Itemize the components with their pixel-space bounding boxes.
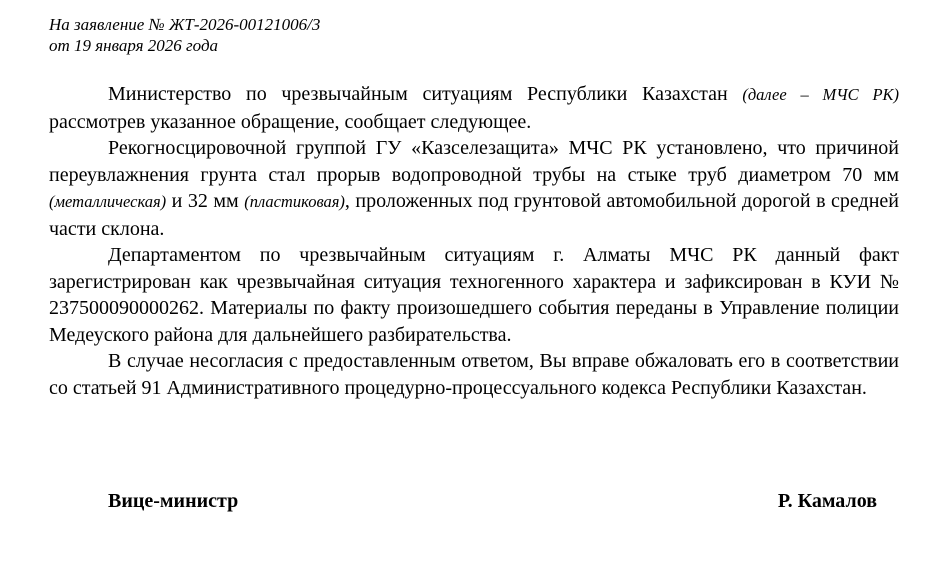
paragraph-1-text-a: Министерство по чрезвычайным ситуациям Республики Казахстан xyxy=(108,83,743,105)
paragraph-2-text-b: и 32 мм xyxy=(166,190,245,212)
paragraph-4: В случае несогласия с предоставленным ответом, Вы вправе обжаловать его в соответствии со статьей 91 Административного процедурно-процессуального кодекса Республики Казахстан. xyxy=(49,350,899,399)
paragraph-1-note: (далее – МЧС РК) xyxy=(742,85,899,104)
signature-block xyxy=(49,490,899,518)
paragraph-2-note-a: (металлическая) xyxy=(49,192,167,211)
paragraph-3: Департаментом по чрезвычайным ситуациям г. Алматы МЧС РК данный факт зарегистрирован как чрезвычайная ситуация техногенного характера и зафиксирован в КУИ № 237500090000262. Материалы по факту произошедшего события переданы в Управление полиции Медеуского района для дальнейшего разбирательства. xyxy=(49,244,899,346)
reference-number: На заявление № ЖТ-2026-00121006/3 xyxy=(49,15,321,34)
paragraph-2-note-b: (пластиковая) xyxy=(244,192,345,211)
paragraph-1-text-b: рассмотрев указанное обращение, сообщает следующее. xyxy=(49,110,532,133)
signatory-name: Р. Камалов xyxy=(777,490,877,512)
paragraph-2-text-c: , проложенных под грунтовой автомобильной дорогой в средней части склона. xyxy=(49,190,900,240)
letter-body xyxy=(49,81,899,401)
paragraph-1 xyxy=(49,81,899,135)
reference-block xyxy=(49,14,899,56)
paragraph-2 xyxy=(49,135,899,242)
signatory-position: Вице-министр xyxy=(108,490,239,512)
reference-date: от 19 января 2026 года xyxy=(49,36,219,55)
paragraph-2-text-a: Рекогносцировочной группой ГУ «Казселезащита» МЧС РК установлено, что причиной переувлажнения грунта стал прорыв водопроводной трубы на стыке труб диаметром 70 мм xyxy=(49,137,899,186)
